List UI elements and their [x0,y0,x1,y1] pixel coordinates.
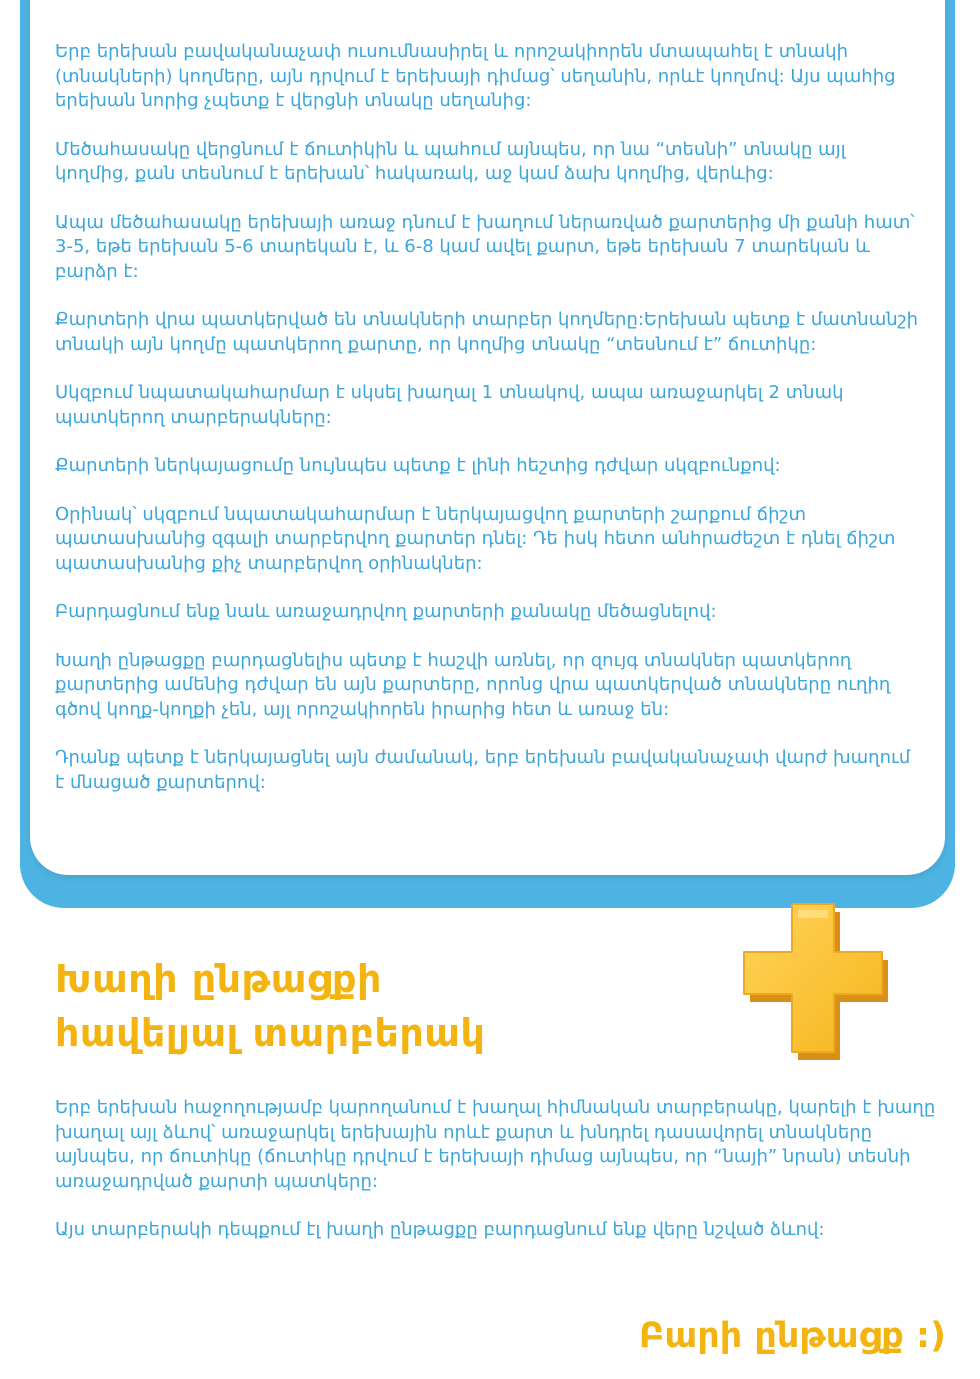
section-text [55,1096,945,1267]
card-paragraph: Քարտերի վրա պատկերված են տնակների տարբեր կողմերը:Երեխան պետք է մատնանշի տնակի այն կողմը պատկերող քարտը, որ կողմից տնակը “տեսնում է” ճուտիկը: [55,309,919,355]
card-paragraph: Բարդացնում ենք նաև առաջադրվող քարտերի քանակը մեծացնելով: [55,601,717,622]
card-paragraph: Խաղի ընթացքը բարդացնելիս պետք է հաշվի առնել, որ զույգ տնակներ պատկերող քարտերից ամենից դժվար են այն քարտերը, որոնց վրա պատկերված տնակները ուղիղ գծով կողք-կողքի չեն, այլ որոշակիորեն իրարից հետ և առաջ են: [55,649,891,720]
section-title-line: հավելյալ տարբերակ [55,1011,486,1055]
section-title [55,952,485,1060]
card-paragraph: Դրանք պետք է ներկայացնել այն ժամանակ, երբ երեխան բավականաչափ վարժ խաղում է մնացած քարտերով: [55,747,911,793]
closing-text: Բարի ընթացք :) [638,1316,946,1356]
card-text [55,40,920,819]
section-title-line: Խաղի ընթացքի [55,957,382,1001]
section-paragraph: Երբ երեխան հաջողությամբ կարողանում է խաղալ հիմնական տարբերակը, կարելի է խաղը խաղալ այլ ձևով՝ առաջարկել երեխային որևէ քարտ և խնդրել դասավորել տնակները այնպես, որ ճուտիկը (ճուտիկը դրվում է երեխայի դիմաց այնպես, որ “նայի” նրան) տեսնի առաջադրված քարտի պատկերը: [55,1097,936,1192]
plus-icon [722,888,900,1066]
card-paragraph: Սկզբում նպատակահարմար է սկսել խաղալ 1 տնակով, ապա առաջարկել 2 տնակ պատկերող տարբերակները: [55,382,844,428]
section-paragraph: Այս տարբերակի դեպքում էլ խաղի ընթացքը բարդացնում ենք վերը նշված ձևով: [55,1219,825,1240]
card-paragraph: Ապա մեծահասակը երեխայի առաջ դնում է խաղում ներառված քարտերից մի քանի հատ՝ 3-5, եթե երեխան 5-6 տարեկան է, և 6-8 կամ ավել քարտ, եթե երեխան 7 տարեկան և բարձր է: [55,211,915,282]
card-paragraph: Երբ երեխան բավականաչափ ուսումնասիրել և որոշակիորեն մտապահել է տնակի (տնակների) կողմերը, այն դրվում է երեխայի դիմաց՝ սեղանին, որևէ կողմով: Այս պահից երեխան նորից չպետք է վերցնի տնակը սեղանից: [55,41,896,111]
card-paragraph: Օրինակ՝ սկզբում նպատակահարմար է ներկայացվող քարտերի շարքում ճիշտ պատասխանից զգալի տարբերվող քարտեր դնել: Դե իսկ հետո անհրաժեշտ է դնել ճիշտ պատասխանից քիչ տարբերվող օրինակներ: [55,503,896,574]
instructions-card [30,0,945,875]
card-paragraph: Մեծահասակը վերցնում է ճուտիկին և պահում այնպես, որ նա “տեսնի” տնակը այլ կողմից, քան տեսնում է երեխան՝ հակառակ, աջ կամ ձախ կողմից, վերևից: [55,138,846,184]
card-paragraph: Քարտերի ներկայացումը նույնպես պետք է լինի հեշտից դժվար սկզբունքով: [55,455,781,476]
